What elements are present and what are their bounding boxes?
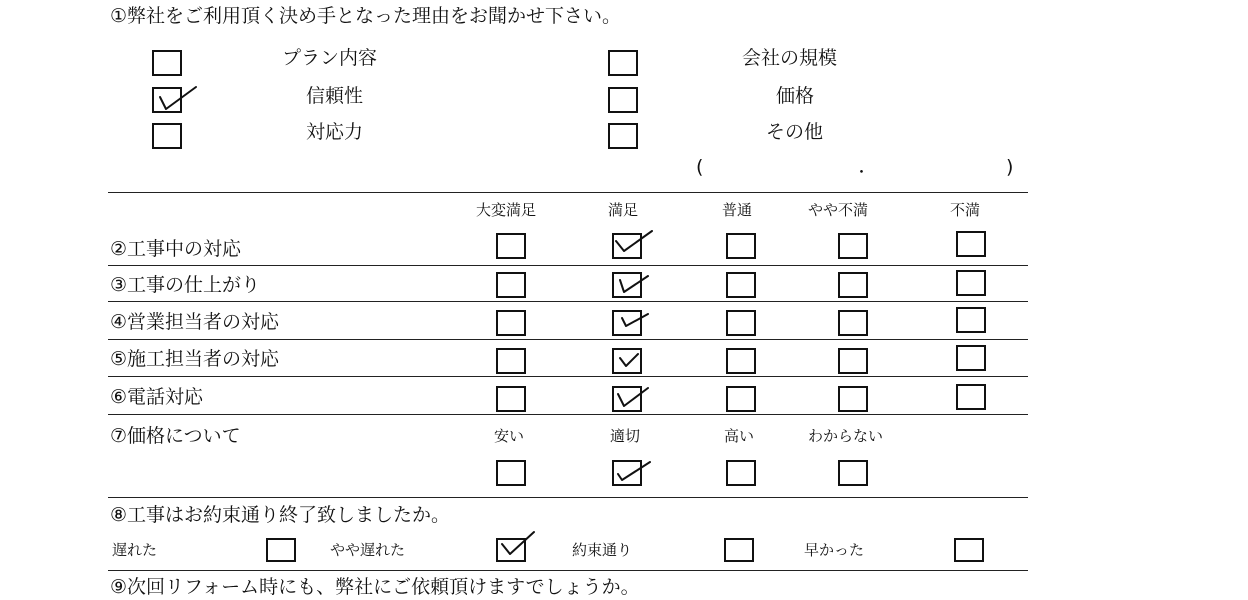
section-divider [108, 570, 1028, 571]
schedule-option-slightly-late: やや遅れた [330, 541, 406, 559]
checkmark-icon [614, 350, 666, 384]
row-label-phone-response: ⑥電話対応 [110, 386, 204, 408]
rating-checkbox[interactable] [612, 348, 642, 374]
question-7-label: ⑦価格について [110, 425, 241, 447]
rating-checkbox[interactable] [612, 272, 642, 298]
checkmark-icon [614, 462, 666, 496]
rating-checkbox[interactable] [726, 310, 756, 336]
price-option-unknown: わからない [808, 427, 884, 445]
rating-checkbox[interactable] [838, 310, 868, 336]
checkmark-icon [498, 540, 550, 574]
rating-checkbox[interactable] [496, 348, 526, 374]
checkbox-company-scale[interactable] [608, 50, 638, 76]
rating-checkbox[interactable] [956, 307, 986, 333]
checkmark-icon [614, 312, 666, 346]
rating-checkbox[interactable] [726, 233, 756, 259]
row-divider [108, 376, 1028, 377]
schedule-option-early: 早かった [804, 541, 865, 559]
row-divider [108, 265, 1028, 266]
price-checkbox-expensive[interactable] [726, 460, 756, 486]
option-company-scale-label: 会社の規模 [742, 47, 838, 69]
checkbox-price[interactable] [608, 87, 638, 113]
rating-checkbox[interactable] [612, 310, 642, 336]
row-label-construction-staff-response: ⑤施工担当者の対応 [110, 348, 280, 370]
schedule-option-late: 遅れた [112, 541, 158, 559]
col-header-very-satisfied: 大変満足 [476, 201, 537, 219]
checkbox-other[interactable] [608, 123, 638, 149]
rating-checkbox[interactable] [838, 272, 868, 298]
rating-checkbox[interactable] [838, 386, 868, 412]
schedule-checkbox-late[interactable] [266, 538, 296, 562]
col-header-satisfied: 満足 [608, 201, 639, 219]
row-divider [108, 414, 1028, 415]
other-dot: ・ [854, 163, 870, 181]
schedule-checkbox-early[interactable] [954, 538, 984, 562]
other-paren-close: ) [1006, 156, 1014, 178]
rating-checkbox[interactable] [838, 233, 868, 259]
rating-checkbox[interactable] [496, 310, 526, 336]
rating-checkbox[interactable] [726, 386, 756, 412]
rating-checkbox[interactable] [496, 272, 526, 298]
rating-checkbox[interactable] [956, 384, 986, 410]
question-9-label: ⑨次回リフォーム時にも、弊社にご依頼頂けますでしょうか。 [110, 576, 640, 598]
section-divider [108, 192, 1028, 193]
option-responsiveness-label: 対応力 [306, 121, 364, 143]
rating-checkbox[interactable] [838, 348, 868, 374]
section-divider [108, 497, 1028, 498]
checkmark-icon [614, 274, 666, 308]
question-1-title: ①弊社をご利用頂く決め手となった理由をお聞かせ下さい。 [110, 5, 622, 27]
col-header-normal: 普通 [722, 201, 753, 219]
rating-checkbox[interactable] [496, 386, 526, 412]
option-other-label: その他 [766, 121, 824, 143]
price-checkbox-unknown[interactable] [838, 460, 868, 486]
checkbox-plan-content[interactable] [152, 50, 182, 76]
other-paren-open: ( [696, 156, 704, 178]
price-option-expensive: 高い [724, 427, 755, 445]
row-divider [108, 339, 1028, 340]
schedule-option-on-time: 約束通り [572, 541, 633, 559]
row-label-sales-rep-response: ④営業担当者の対応 [110, 311, 280, 333]
rating-checkbox[interactable] [726, 348, 756, 374]
price-option-cheap: 安い [494, 427, 525, 445]
col-header-somewhat-dissatisfied: やや不満 [808, 201, 869, 219]
row-label-finish-quality: ③工事の仕上がり [110, 274, 261, 296]
checkmark-icon [614, 235, 666, 269]
rating-checkbox[interactable] [956, 231, 986, 257]
rating-checkbox[interactable] [612, 233, 642, 259]
row-divider [108, 301, 1028, 302]
checkmark-icon [614, 388, 666, 422]
rating-checkbox[interactable] [496, 233, 526, 259]
rating-checkbox[interactable] [612, 386, 642, 412]
option-reliability-label: 信頼性 [306, 85, 364, 107]
option-price-label: 価格 [776, 85, 815, 107]
question-8-label: ⑧工事はお約束通り終了致しましたか。 [110, 504, 451, 526]
checkbox-reliability[interactable] [152, 87, 182, 113]
option-plan-content-label: プラン内容 [282, 47, 378, 69]
col-header-dissatisfied: 不満 [950, 201, 981, 219]
price-checkbox-appropriate[interactable] [612, 460, 642, 486]
rating-checkbox[interactable] [956, 345, 986, 371]
rating-checkbox[interactable] [726, 272, 756, 298]
checkmark-icon [154, 89, 206, 123]
row-label-construction-response: ②工事中の対応 [110, 238, 242, 260]
price-option-appropriate: 適切 [610, 427, 641, 445]
schedule-checkbox-on-time[interactable] [724, 538, 754, 562]
price-checkbox-cheap[interactable] [496, 460, 526, 486]
checkbox-responsiveness[interactable] [152, 123, 182, 149]
rating-checkbox[interactable] [956, 270, 986, 296]
schedule-checkbox-slightly-late[interactable] [496, 538, 526, 562]
